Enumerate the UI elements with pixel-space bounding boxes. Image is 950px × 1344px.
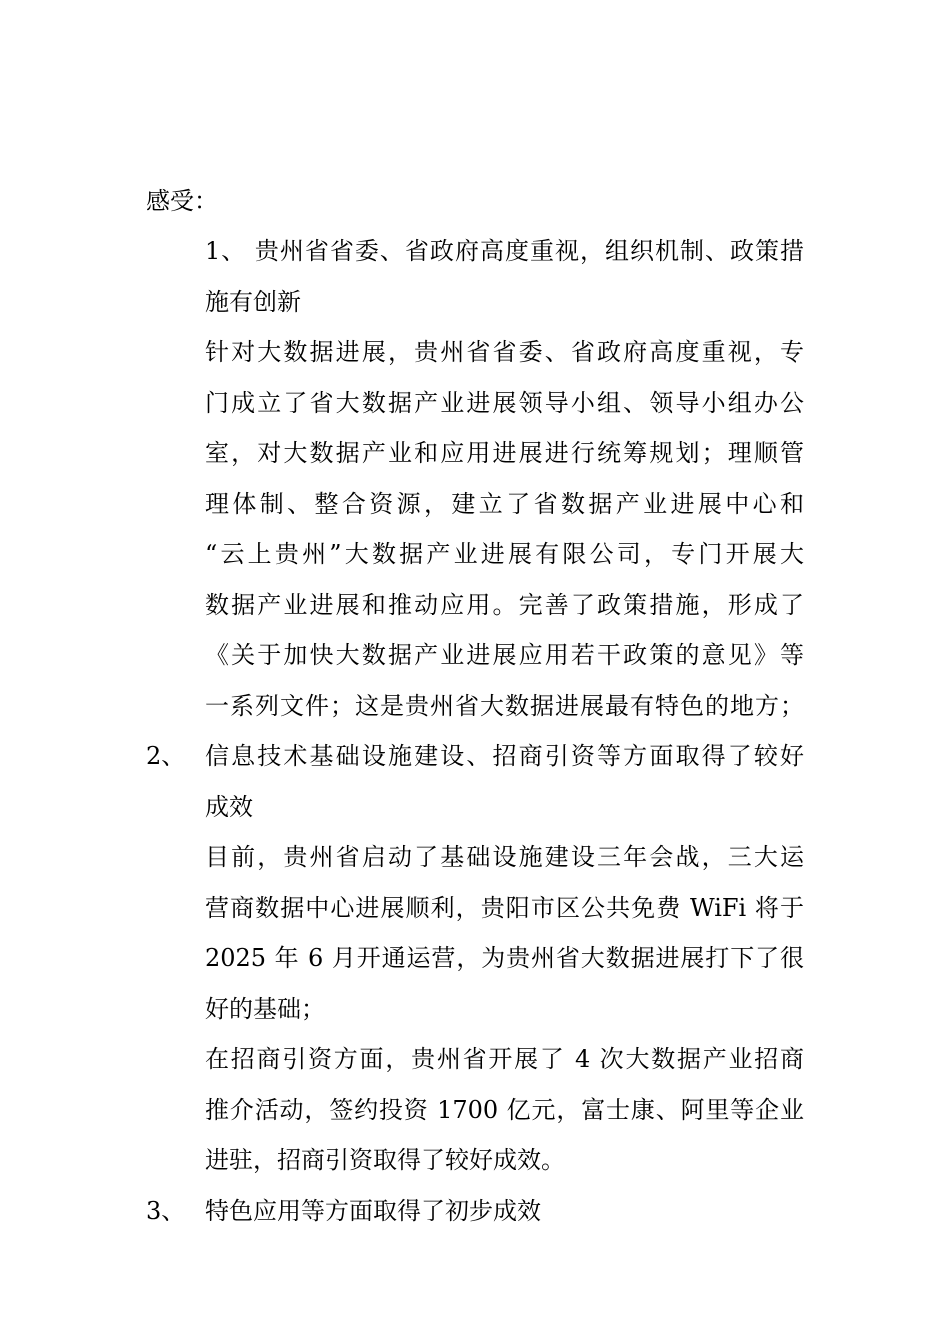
section1-body-line: 《关于加快大数据产业进展应用若干政策的意见》等 <box>205 641 804 669</box>
section1-body-line: 门成立了省大数据产业进展领导小组、领导小组办公 <box>205 389 804 417</box>
section1-body-line: “云上贵州”大数据产业进展有限公司，专门开展大 <box>205 540 804 568</box>
section1-body-line: 理体制、整合资源，建立了省数据产业进展中心和 <box>205 490 804 518</box>
section2-title-line-2: 成效 <box>205 793 253 821</box>
section2-para1-line: 2025 年 6 月开通运营，为贵州省大数据进展打下了很 <box>205 944 804 972</box>
section2-para2-line: 进驻，招商引资取得了较好成效。 <box>205 1146 565 1174</box>
section2-para2-line: 推介活动，签约投资 1700 亿元，富士康、阿里等企业 <box>205 1096 804 1124</box>
section3-number: 3、 <box>146 1197 186 1225</box>
section2-para1-line: 营商数据中心进展顺利，贵阳市区公共免费 WiFi 将于 <box>205 894 804 922</box>
section2-para1-line: 好的基础； <box>205 995 325 1023</box>
section1-body-line: 一系列文件；这是贵州省大数据进展最有特色的地方； <box>205 692 804 720</box>
section1-body-line: 针对大数据进展，贵州省省委、省政府高度重视，专 <box>205 338 804 366</box>
section1-title-line-1: 1、 贵州省省委、省政府高度重视，组织机制、政策措 <box>205 237 804 265</box>
section2-para2-line: 在招商引资方面，贵州省开展了 4 次大数据产业招商 <box>205 1045 804 1073</box>
section1-title-line-2: 施有创新 <box>205 288 301 316</box>
heading-text: 感受： <box>146 187 218 215</box>
section3-title: 特色应用等方面取得了初步成效 <box>205 1197 541 1225</box>
section1-body-line: 数据产业进展和推动应用。完善了政策措施，形成了 <box>205 591 804 619</box>
section2-title-line-1: 信息技术基础设施建设、招商引资等方面取得了较好 <box>205 742 804 770</box>
section1-body-line: 室，对大数据产业和应用进展进行统筹规划；理顺管 <box>205 439 804 467</box>
section2-number: 2、 <box>146 742 186 770</box>
section2-para1-line: 目前，贵州省启动了基础设施建设三年会战，三大运 <box>205 843 804 871</box>
